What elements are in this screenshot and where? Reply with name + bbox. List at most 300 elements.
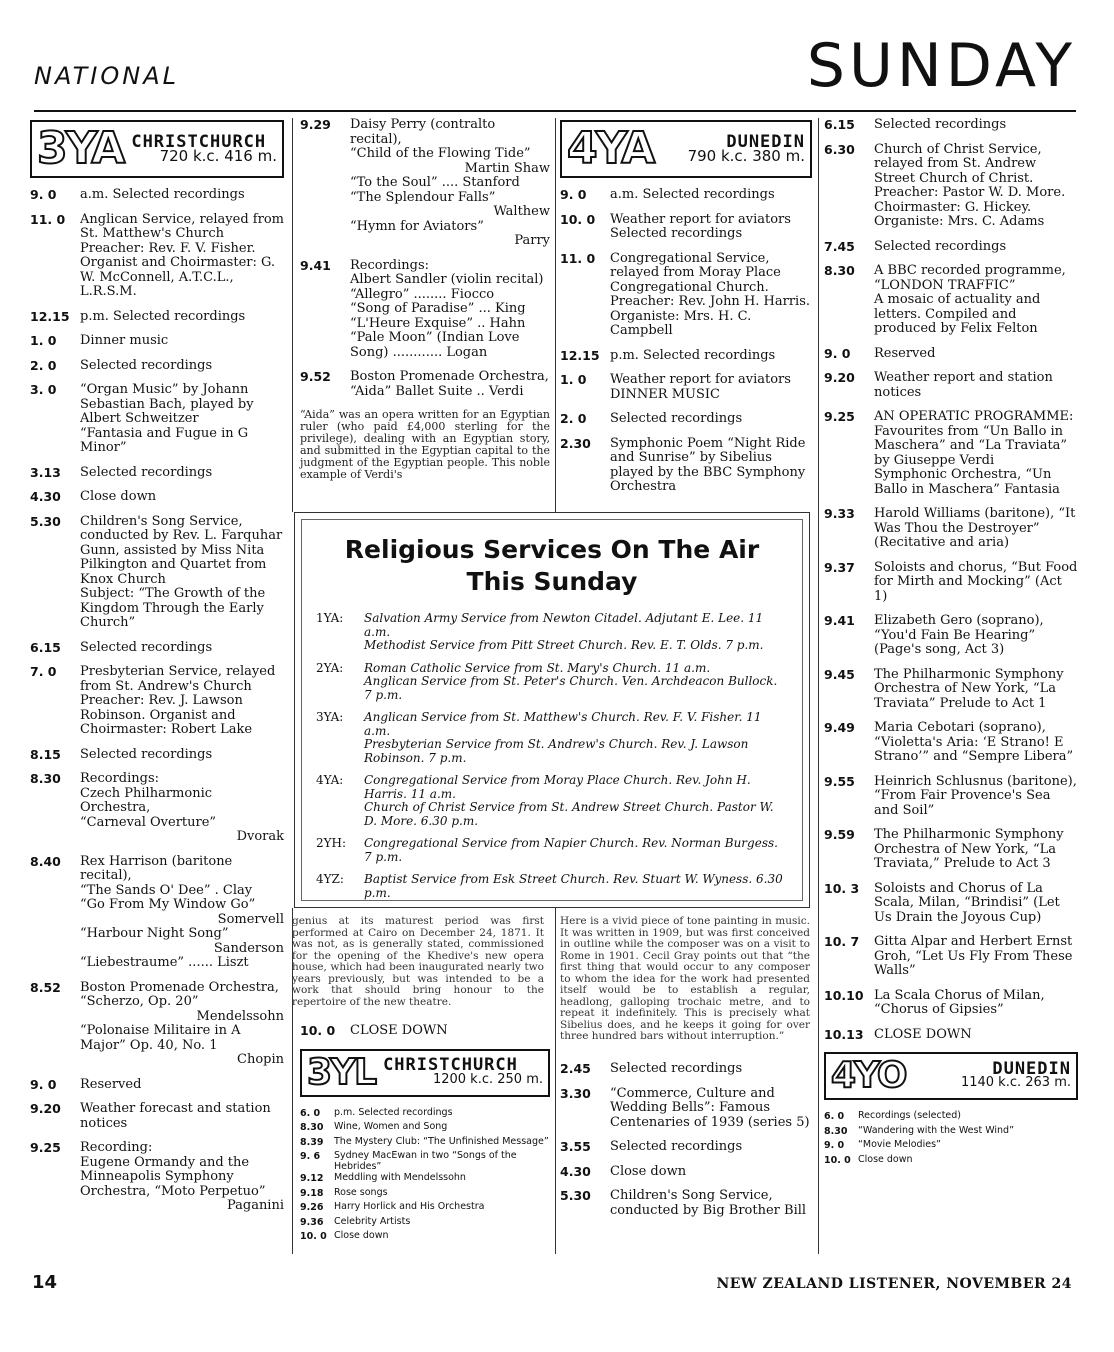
station-logo: 3YL (307, 1051, 376, 1093)
program-description (874, 882, 1078, 926)
program-line: Rex Harrison (baritone recital), (80, 853, 233, 883)
program-line: Anglican Service, relayed from St. Matthew's Church Preacher: Rev. F. V. Fisher. Organist and Choirmaster: G. W. McConnell, A.T.C.L., L.R.S.M. (80, 211, 284, 299)
program-line: “Pale Moon” (Indian Love Song) ............ Logan (350, 330, 520, 360)
program-line: Czech Philharmonic Orchestra, (80, 785, 213, 815)
program-time: 9.49 (824, 720, 855, 735)
program-line: Weather report for aviators (610, 211, 791, 227)
program-line: Selected recordings (610, 1061, 743, 1076)
program-description: “Movie Melodies” (858, 1139, 941, 1150)
program-description (874, 828, 1078, 872)
composer-credit: Dvorak (236, 829, 284, 844)
list-item (300, 1230, 550, 1245)
list-item (560, 252, 812, 339)
publication-footer: NEW ZEALAND LISTENER, NOVEMBER 24 (716, 1276, 1072, 1292)
program-line: Selected recordings (610, 411, 743, 426)
program-time: 8.15 (30, 746, 61, 762)
program-line: Selected recordings (80, 357, 213, 373)
service-line: Anglican Service from St. Peter's Church. Ven. Archdeacon Bullock. 7 p.m. (364, 674, 778, 702)
header-rule (34, 110, 1076, 112)
program-line: “Song of Paradise” ... King (350, 301, 526, 316)
program-line: Church of Christ Service, relayed from St. Andrew Street Church of Christ. Preacher: Pastor W. D. More. Choirmaster: G. Hickey. Organiste: Mrs. C. Adams (874, 141, 1066, 229)
program-description (874, 240, 1078, 255)
program-description (874, 118, 1078, 133)
program-line: Children's Song Service, conducted by Rev. L. Farquhar Gunn, assisted by Miss Nita Pilkington and Quartet from Knox Church (80, 513, 283, 587)
program-time: 4.30 (30, 489, 61, 504)
religious-services-title: Religious Services On The Air This Sunday (344, 535, 760, 596)
program-line: Albert Sandler (violin recital) (350, 272, 544, 287)
program-description (610, 213, 812, 242)
list-item (30, 466, 284, 481)
program-time: 12.15 (560, 347, 600, 363)
program-description (350, 118, 550, 249)
list-item (824, 143, 1078, 230)
program-description (874, 371, 1078, 400)
program-line: Selected recordings (80, 464, 213, 480)
station-frequency: 720 k.c. 416 m. (159, 147, 277, 165)
program-line: p.m. Selected recordings (610, 347, 776, 363)
program-time: 10.13 (824, 1026, 864, 1042)
program-time: 9.55 (824, 773, 855, 789)
program-description (874, 1028, 1078, 1043)
program-line: CLOSE DOWN (874, 1026, 972, 1042)
service-row (316, 837, 788, 864)
program-time: 9. 0 (560, 187, 587, 202)
program-time: 8.30 (824, 263, 855, 278)
program-line: Recording: (80, 1140, 153, 1155)
program-line: The Philharmonic Symphony Orchestra of New York, “La Traviata,” Prelude to Act 3 (874, 827, 1064, 871)
list-item (30, 772, 284, 845)
service-line: Anglican Service from St. Matthew's Church. Rev. F. V. Fisher. 11 a.m. (364, 710, 762, 738)
list-item (824, 614, 1078, 658)
program-time: 5.30 (560, 1188, 591, 1203)
divider (292, 118, 293, 512)
list-item (30, 188, 284, 203)
list-item (824, 721, 1078, 765)
program-time: 9.12 (300, 1173, 324, 1184)
program-line: A mosaic of actuality and letters. Compiled and produced by Felix Felton (874, 292, 1041, 336)
list-item (560, 1087, 812, 1131)
station-name: CHRISTCHURCH (131, 131, 267, 152)
program-line: “Go From My Window Go” (80, 897, 256, 912)
program-time: 9. 0 (824, 345, 851, 361)
program-description (80, 515, 284, 631)
list-item (300, 1216, 550, 1231)
program-time: 9.36 (300, 1216, 324, 1228)
list-item (824, 775, 1078, 819)
station-name: CHRISTCHURCH (383, 1055, 518, 1075)
religious-services-box (294, 512, 810, 908)
list-item (30, 515, 284, 631)
list-item (824, 1125, 1078, 1140)
program-description (874, 410, 1078, 497)
list-item (824, 1139, 1078, 1154)
list-item (560, 349, 812, 364)
program-time: 3. 0 (30, 382, 57, 397)
program-time: 9.33 (824, 506, 855, 521)
list-item (824, 507, 1078, 551)
program-line: Selected recordings (610, 226, 743, 241)
program-description (80, 1078, 284, 1093)
service-line: Roman Catholic Service from St. Mary's Church. 11 a.m. (364, 660, 711, 675)
program-line: “L'Heure Exquise” .. Hahn (350, 315, 526, 331)
program-line: “Child of the Flowing Tide” (350, 146, 531, 161)
list-item (560, 188, 812, 203)
program-line: A BBC recorded programme, “LONDON TRAFFIC” (874, 263, 1066, 293)
program-description (350, 259, 550, 361)
program-description (874, 347, 1078, 362)
program-line: Weather report and station notices (874, 370, 1053, 400)
program-line: Reserved (874, 345, 936, 361)
program-line: Boston Promenade Orchestra, “Scherzo, Op. 20” (80, 979, 279, 1009)
program-time: 8.30 (30, 771, 61, 786)
program-time: 9.59 (824, 827, 855, 842)
program-time: 9.41 (300, 257, 331, 273)
list-item (824, 561, 1078, 605)
service-details (364, 612, 788, 653)
program-description (610, 1087, 812, 1131)
program-description (80, 334, 284, 349)
program-line: Eugene Ormandy and the Minneapolis Symphony Orchestra, “Moto Perpetuo” (80, 1154, 266, 1199)
program-time: 6. 0 (300, 1107, 321, 1119)
program-time: 9. 0 (30, 1076, 57, 1092)
program-line: Subject: “The Growth of the Kingdom Through the Early Church” (80, 586, 266, 630)
program-time: 9.20 (824, 370, 855, 385)
program-time: 10. 3 (824, 880, 860, 896)
service-station: 4YA: (316, 773, 344, 787)
program-line: Reserved (80, 1076, 142, 1092)
program-time: 9.25 (30, 1140, 61, 1155)
composer-credit: Walthew (493, 204, 550, 219)
service-line: Salvation Army Service from Newton Citadel. Adjutant E. Lee. 11 a.m. (364, 611, 764, 639)
program-description: Harry Horlick and His Orchestra (334, 1201, 485, 1212)
program-description (80, 490, 284, 505)
program-line: Presbyterian Service, relayed from St. Andrew's Church Preacher: Rev. J. Lawson Robinson. Organist and Choirmaster: Robert Lake (80, 664, 276, 737)
program-time: 10.10 (824, 987, 864, 1003)
program-description (610, 1140, 812, 1155)
program-time: 10. 0 (560, 211, 596, 227)
station-logo: 4YA (567, 123, 654, 174)
station-box-4yo (824, 1052, 1078, 1100)
program-line: Soloists and Chorus of La Scala, Milan, “Brindisi” (Let Us Drain the Joyous Cup) (874, 880, 1060, 925)
list-item (30, 383, 284, 456)
program-description (610, 437, 812, 495)
program-description (80, 641, 284, 656)
list-item (824, 410, 1078, 497)
program-line: Children's Song Service, conducted by Big Brother Bill (610, 1188, 807, 1218)
service-details (364, 873, 788, 900)
program-description (80, 855, 284, 971)
program-description (874, 989, 1078, 1018)
program-time: 9.41 (824, 613, 855, 628)
list-item (560, 1140, 812, 1155)
program-line: a.m. Selected recordings (80, 187, 245, 202)
list-item (824, 264, 1078, 337)
list-item (560, 437, 812, 495)
column-3ya-continued (300, 118, 550, 481)
list-item (824, 1110, 1078, 1125)
composer-credit: Martin Shaw (464, 160, 550, 176)
list-item (300, 1187, 550, 1202)
program-time: 1. 0 (30, 333, 57, 348)
list-item (30, 490, 284, 505)
composer-credit: Paganini (226, 1198, 284, 1213)
station-box-3ya (30, 120, 284, 178)
day-title: SUNDAY (806, 31, 1076, 101)
program-line: Recordings: (80, 771, 160, 786)
divider (555, 908, 556, 1254)
program-time: 6.15 (824, 117, 855, 132)
program-description (80, 188, 284, 203)
program-time: 3.30 (560, 1085, 591, 1101)
service-line: Congregational Service from Moray Place Church. Rev. John H. Harris. 11 a.m. (364, 773, 751, 801)
composer-credit: Parry (514, 233, 550, 248)
program-description (80, 1141, 284, 1214)
program-line: Harold Williams (baritone), “It Was Thou the Destroyer” (Recitative and aria) (874, 506, 1076, 550)
service-details (364, 837, 788, 864)
program-description: Sydney MacEwan in two “Songs of the Hebrides” (334, 1150, 517, 1172)
program-description (80, 359, 284, 374)
program-line: Favourites from “Un Ballo in Maschera” and “La Traviata” by Giuseppe Verdi (874, 423, 1068, 468)
program-time: 2. 0 (30, 357, 57, 373)
program-line: “To the Soul” .... Stanford (350, 175, 520, 190)
composer-credit: Sanderson (213, 940, 284, 956)
service-row (316, 662, 788, 703)
column-4ya-evening (824, 118, 1078, 1168)
list-item (824, 828, 1078, 872)
composer-credit: Somervell (217, 911, 284, 927)
program-description (80, 466, 284, 481)
program-line: Selected recordings (874, 117, 1007, 132)
list-item (560, 1165, 812, 1180)
program-time: 9.45 (824, 666, 855, 682)
list-item (824, 118, 1078, 133)
program-description (80, 383, 284, 456)
program-line: Maria Cebotari (soprano), “Violetta's Aria: ‘E Strano! E Strano’” and “Sempre Libera” (874, 720, 1074, 764)
program-time: 5.30 (30, 513, 61, 529)
list-item (30, 213, 284, 300)
program-time: 9.18 (300, 1187, 324, 1199)
station-box-3yl (300, 1049, 550, 1097)
list-item (300, 1121, 550, 1136)
program-description (874, 264, 1078, 337)
program-time: 6. 0 (824, 1111, 845, 1122)
program-description: Meddling with Mendelssohn (334, 1172, 466, 1183)
program-description: Close down (858, 1153, 913, 1165)
divider (555, 118, 556, 512)
sibelius-note: Here is a vivid piece of tone painting in music. It was written in 1909, but was first conceived in outline while the composer was on a visit to Rome in 1901. Cecil Gray points out that “the first thing that would occur to any composer to whom the idea for the work had presented itself would be to establish a regular, headlong, galloping trochaic metre, and to repeat it indefinitely. This is precisely what Sibelius does, and he keeps it going for over three hundred bars without interruption.” (560, 915, 810, 1042)
program-line: “The Splendour Falls” (350, 189, 496, 205)
program-time: 11. 0 (30, 211, 66, 227)
program-line: Gitta Alpar and Herbert Ernst Groh, “Let Us Fly From These Walls” (874, 934, 1073, 978)
program-description: “Wandering with the West Wind” (858, 1124, 1014, 1136)
program-time: 7. 0 (30, 664, 57, 679)
column-3ya (30, 118, 284, 1224)
service-line: Congregational Service from Napier Church. Rev. Norman Burgess. 7 p.m. (364, 836, 778, 864)
program-line: “Harbour Night Song” (80, 926, 229, 941)
column-4ya (560, 118, 812, 505)
program-time: 8.40 (30, 853, 61, 869)
program-time: 9.26 (300, 1202, 324, 1213)
service-line: Methodist Service from Pitt Street Church. Rev. E. T. Olds. 7 p.m. (364, 638, 764, 652)
program-time: 3.55 (560, 1139, 591, 1154)
list-item (824, 668, 1078, 712)
station-frequency: 1200 k.c. 250 m. (432, 1071, 543, 1087)
list-item (560, 412, 812, 427)
service-station: 2YA: (316, 660, 344, 675)
program-description (874, 668, 1078, 712)
program-description (610, 1165, 812, 1180)
service-station: 3YA: (316, 710, 344, 724)
program-time: 9.52 (300, 369, 331, 384)
list-item (30, 359, 284, 374)
list-item: 10. 0 CLOSE DOWN (300, 1023, 448, 1038)
program-time: 9.20 (30, 1101, 61, 1116)
program-time: 10. 0 (824, 1154, 851, 1166)
program-description (874, 561, 1078, 605)
program-description: p.m. Selected recordings (334, 1106, 453, 1118)
list-item (560, 213, 812, 242)
composer-credit: Chopin (237, 1052, 284, 1067)
program-time: 12.15 (30, 308, 70, 324)
program-line: Symphonic Orchestra, “Un Ballo in Maschera” Fantasia (874, 467, 1060, 497)
program-time: 9.37 (824, 559, 855, 575)
list-item (560, 1062, 812, 1077)
program-line: Symphonic Poem “Night Ride and Sunrise” by Sibelius played by the BBC Symphony Orchestra (610, 435, 806, 494)
program-time: 6.30 (824, 141, 855, 157)
program-description (80, 748, 284, 763)
program-line: “Carneval Overture” (80, 814, 217, 830)
program-time: 2.45 (560, 1061, 591, 1076)
program-description (80, 310, 284, 325)
station-logo: 4YO (831, 1055, 906, 1096)
program-description (610, 1189, 812, 1218)
service-station: 4YZ: (316, 872, 344, 886)
program-description: Close down (334, 1230, 389, 1241)
program-time: 9.29 (300, 117, 331, 132)
program-line: “The Sands O' Dee” . Clay (80, 882, 253, 898)
station-box-4ya (560, 120, 812, 178)
program-line: Dinner music (80, 333, 169, 348)
service-station: 1YA: (316, 611, 344, 625)
station-logo: 3YA (37, 123, 124, 174)
program-line: Weather forecast and station notices (80, 1101, 271, 1131)
list-item (824, 240, 1078, 255)
service-row (316, 612, 788, 653)
program-time: 10. 7 (824, 934, 860, 949)
program-time: 1. 0 (560, 372, 587, 387)
program-description (874, 614, 1078, 658)
program-time: 11. 0 (560, 250, 596, 266)
aida-note: “Aida” was an opera written for an Egyptian ruler (who paid £4,000 sterling for the privilege), dealing with an Egyptian story, and submitted in the Egyptian capital to the judgment of the Egyptian people. This noble example of Verdi's (300, 408, 550, 481)
program-time: 8.39 (300, 1136, 324, 1148)
program-line: Selected recordings (874, 238, 1007, 254)
list-item (30, 665, 284, 738)
program-line: a.m. Selected recordings (610, 187, 775, 202)
program-description (874, 721, 1078, 765)
list-item (30, 334, 284, 349)
list-item (30, 855, 284, 971)
service-details (364, 711, 788, 765)
program-description (874, 143, 1078, 230)
list-item (30, 748, 284, 763)
program-line: “Commerce, Culture and Wedding Bells”: Famous Centenaries of 1939 (series 5) (610, 1085, 810, 1130)
service-details (364, 662, 788, 703)
program-description (874, 775, 1078, 819)
program-line: AN OPERATIC PROGRAMME: (874, 409, 1074, 424)
program-description (610, 188, 812, 203)
program-description (80, 1102, 284, 1131)
service-row (316, 873, 788, 900)
list-item (300, 1150, 550, 1172)
program-line: Congregational Service, relayed from Moray Place Congregational Church. Preacher: Rev. John H. Harris. Organiste: Mrs. H. C. Campbell (610, 250, 811, 338)
list-item (30, 310, 284, 325)
program-description (80, 772, 284, 845)
program-description (610, 349, 812, 364)
program-line: p.m. Selected recordings (80, 308, 246, 324)
service-details (364, 774, 788, 828)
program-time: 9. 6 (300, 1151, 321, 1162)
program-line: Close down (80, 489, 157, 504)
program-description: Celebrity Artists (334, 1215, 411, 1227)
list-item (560, 1189, 812, 1218)
list-item (300, 1172, 550, 1187)
program-description (350, 370, 550, 399)
program-description (80, 213, 284, 300)
list-item (824, 347, 1078, 362)
service-row (316, 711, 788, 765)
list-item (30, 981, 284, 1068)
program-line: “Organ Music” by Johann Sebastian Bach, played by Albert Schweitzer (80, 382, 254, 426)
program-line: Selected recordings (80, 639, 213, 655)
page-number: 14 (32, 1272, 58, 1293)
program-line: Selected recordings (610, 1139, 743, 1154)
program-time: 7.45 (824, 238, 855, 254)
program-description (874, 507, 1078, 551)
program-description: Wine, Women and Song (334, 1121, 448, 1132)
list-item (824, 1154, 1078, 1169)
list-item (824, 935, 1078, 979)
program-time: 8.30 (300, 1122, 324, 1133)
program-line: La Scala Chorus of Milan, “Chorus of Gipsies” (874, 987, 1045, 1017)
program-time: 8.52 (30, 979, 61, 995)
section-title: NATIONAL (34, 62, 179, 90)
program-description (610, 412, 812, 427)
composer-credit: Mendelssohn (196, 1008, 284, 1024)
program-time: 4.30 (560, 1163, 591, 1179)
program-description: Rose songs (334, 1186, 388, 1198)
divider (818, 118, 819, 1254)
program-time: 8.30 (824, 1125, 848, 1137)
program-time: 3.13 (30, 464, 61, 480)
program-description: The Mystery Club: “The Unfinished Message” (334, 1135, 549, 1147)
program-line: “Polonaise Militaire in A Major” Op. 40, No. 1 (80, 1023, 241, 1053)
program-line: DINNER MUSIC (610, 386, 720, 402)
column-4ya-continued (560, 1062, 812, 1228)
service-station: 2YH: (316, 836, 347, 850)
program-time: 2. 0 (560, 411, 587, 426)
program-line: “Allegro” ........ Fiocco (350, 286, 495, 302)
program-line: Elizabeth Gero (soprano), “You'd Fain Be Hearing” (Page's song, Act 3) (874, 613, 1044, 657)
list-item (30, 641, 284, 656)
program-line: Heinrich Schlusnus (baritone), “From Fair Provence's Sea and Soil” (874, 773, 1077, 818)
program-time: 10. 0 (300, 1231, 327, 1242)
program-line: Weather report for aviators (610, 372, 791, 387)
list-item (300, 1136, 550, 1151)
program-time: 2.30 (560, 435, 591, 451)
station-name: DUNEDIN (726, 131, 805, 152)
program-description (610, 1062, 812, 1077)
program-line: Boston Promenade Orchestra, “Aida” Ballet Suite .. Verdi (350, 369, 549, 399)
